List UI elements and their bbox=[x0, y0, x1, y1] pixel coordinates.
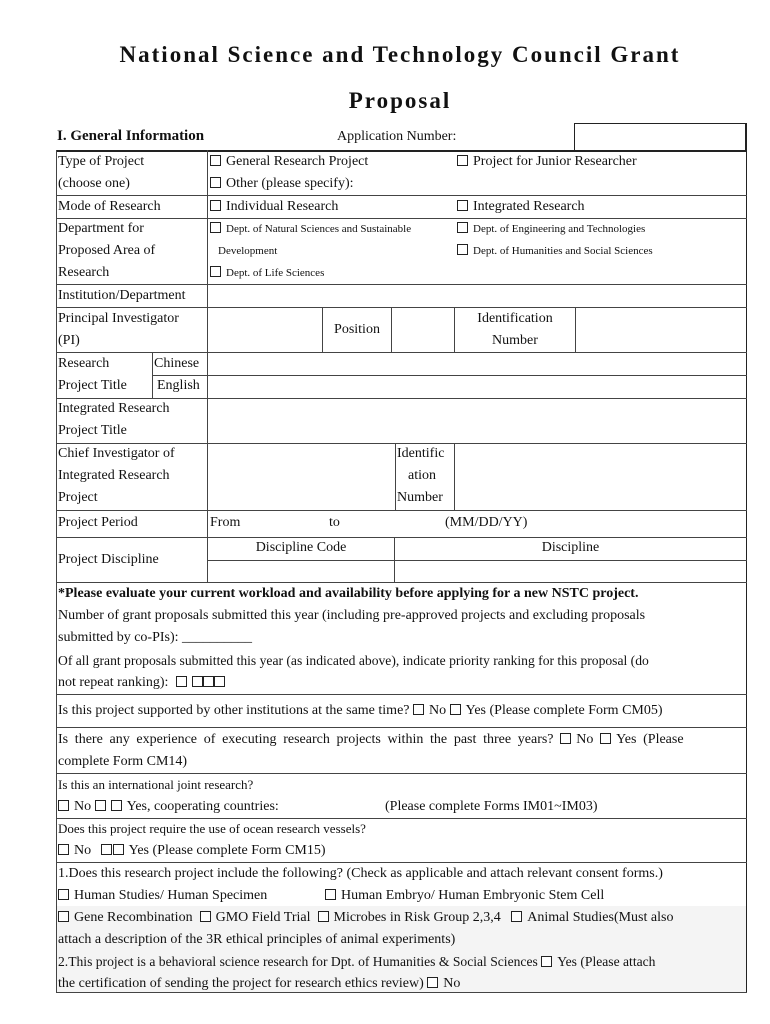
application-number-label: Application Number: bbox=[337, 129, 457, 144]
ranking-box-icon[interactable] bbox=[192, 676, 203, 687]
checkbox-icon[interactable] bbox=[541, 956, 552, 967]
project-discipline-label: Project Discipline bbox=[58, 552, 159, 567]
pi-label-2: (PI) bbox=[58, 333, 80, 348]
checkbox-icon[interactable] bbox=[457, 222, 468, 233]
animal-studies-note: attach a description of the 3R ethical principles of animal experiments) bbox=[58, 932, 456, 947]
checkbox-icon[interactable] bbox=[58, 889, 69, 900]
workload-heading: *Please evaluate your current workload and availability before applying for a new NSTC project. bbox=[58, 586, 639, 601]
department-label-2: Proposed Area of bbox=[58, 243, 156, 258]
form-title-line-2: Proposal bbox=[348, 88, 452, 113]
checkbox-icon[interactable] bbox=[113, 844, 124, 855]
experience-question-cont: complete Form CM14) bbox=[58, 754, 188, 769]
option-label: Dept. of Engineering and Technologies bbox=[473, 223, 646, 235]
position-field[interactable] bbox=[393, 309, 453, 351]
option-label: General Research Project bbox=[226, 154, 369, 169]
period-from-label: From bbox=[210, 515, 241, 530]
checkbox-icon[interactable] bbox=[210, 266, 221, 277]
question-text: the certification of sending the project for research ethics review) bbox=[58, 976, 424, 991]
checkbox-icon[interactable] bbox=[511, 911, 522, 922]
type-of-project-label: Type of Project bbox=[58, 154, 145, 169]
pi-name-field[interactable] bbox=[209, 309, 321, 351]
international-note: (Please complete Forms IM01~IM03) bbox=[385, 799, 598, 814]
research-title-label-2: Project Title bbox=[58, 378, 127, 393]
question-text: 2.This project is a behavioral science research for Dpt. of Humanities & Social Sciences bbox=[58, 954, 538, 969]
institution-field[interactable] bbox=[209, 286, 745, 306]
ranking-box-icon[interactable] bbox=[203, 676, 214, 687]
section-heading: I. General Information bbox=[57, 128, 205, 144]
form-title: National Science and Technology Council Grant bbox=[119, 42, 681, 67]
workload-line-4 bbox=[58, 672, 230, 694]
english-title-field[interactable] bbox=[209, 377, 745, 397]
chinese-title-field[interactable] bbox=[209, 354, 745, 374]
option-no: No bbox=[576, 732, 594, 747]
question-text: Is this project supported by other institutions at the same time? bbox=[58, 703, 410, 718]
english-label: English bbox=[157, 378, 200, 393]
chief-identification-field[interactable] bbox=[456, 445, 745, 509]
checkbox-icon[interactable] bbox=[413, 704, 424, 715]
international-question: Is this an international joint research? bbox=[58, 777, 254, 792]
option-label: Project for Junior Researcher bbox=[473, 154, 637, 169]
chief-investigator-label-3: Project bbox=[58, 490, 98, 505]
checkbox-icon[interactable] bbox=[111, 800, 122, 811]
checkbox-icon[interactable] bbox=[457, 244, 468, 255]
option-integrated-research[interactable] bbox=[457, 196, 585, 218]
integrated-title-field[interactable] bbox=[209, 400, 745, 442]
workload-line-1: Number of grant proposals submitted this year (including pre-approved projects and excluding proposals bbox=[58, 608, 646, 623]
option-no: No bbox=[429, 703, 447, 718]
international-options bbox=[58, 796, 279, 818]
option-dept-life-sciences[interactable] bbox=[210, 262, 324, 284]
option-label: Dept. of Life Sciences bbox=[226, 267, 325, 279]
pi-identification-field[interactable] bbox=[577, 309, 745, 351]
option-label: Other (please specify): bbox=[226, 176, 354, 191]
institution-label: Institution/Department bbox=[58, 288, 186, 303]
checkbox-icon[interactable] bbox=[58, 911, 69, 922]
discipline-code-field[interactable] bbox=[209, 562, 393, 581]
checkbox-icon[interactable] bbox=[457, 200, 468, 211]
integrated-title-label: Integrated Research bbox=[58, 401, 170, 416]
question-text: Is there any experience of executing research projects within the past three years? bbox=[58, 732, 554, 747]
option-gmo-field-trial: GMO Field Trial bbox=[215, 910, 311, 925]
other-support-question bbox=[58, 700, 663, 722]
option-dept-natural-sciences-cont: Development bbox=[218, 245, 278, 257]
checkbox-icon[interactable] bbox=[325, 889, 336, 900]
option-general-research[interactable] bbox=[210, 151, 368, 173]
checkbox-icon[interactable] bbox=[457, 155, 468, 166]
chief-identification-label-3: Number bbox=[397, 490, 443, 505]
option-animal-studies: Animal Studies(Must also bbox=[527, 910, 674, 925]
option-dept-engineering[interactable] bbox=[457, 218, 645, 240]
checkbox-icon[interactable] bbox=[210, 155, 221, 166]
department-label-3: Research bbox=[58, 265, 110, 280]
option-label: Integrated Research bbox=[473, 199, 585, 214]
checkbox-icon[interactable] bbox=[210, 200, 221, 211]
vessels-options bbox=[58, 840, 326, 862]
consent-question: 1.Does this research project include the following? (Check as applicable and attach relevant consent forms.) bbox=[58, 866, 663, 881]
chief-identification-label-2: ation bbox=[408, 468, 436, 483]
option-gene-recombination: Gene Recombination bbox=[74, 910, 193, 925]
option-no: No bbox=[443, 976, 461, 991]
option-yes: Yes, cooperating countries: bbox=[126, 799, 279, 814]
project-period-label: Project Period bbox=[58, 515, 138, 530]
option-dept-natural-sciences[interactable] bbox=[210, 218, 411, 240]
option-label: Individual Research bbox=[226, 199, 339, 214]
checkbox-icon[interactable] bbox=[450, 704, 461, 715]
option-other[interactable] bbox=[210, 173, 354, 195]
option-individual-research[interactable] bbox=[210, 196, 338, 218]
vessels-question: Does this project require the use of ocean research vessels? bbox=[58, 821, 366, 836]
option-label: Human Studies/ Human Specimen bbox=[74, 888, 268, 903]
option-label: Dept. of Humanities and Social Sciences bbox=[473, 245, 653, 257]
behavioral-question bbox=[58, 951, 655, 973]
option-human-studies[interactable] bbox=[58, 885, 267, 907]
discipline-field[interactable] bbox=[396, 562, 745, 581]
date-format-hint: (MM/DD/YY) bbox=[445, 515, 528, 530]
chief-investigator-label-2: Integrated Research bbox=[58, 468, 170, 483]
pi-label: Principal Investigator bbox=[58, 311, 179, 326]
option-no: No bbox=[74, 843, 92, 858]
checkbox-icon[interactable] bbox=[318, 911, 329, 922]
checkbox-icon[interactable] bbox=[58, 800, 69, 811]
option-yes: Yes (Please complete Form CM05) bbox=[465, 703, 663, 718]
checkbox-icon[interactable] bbox=[600, 733, 611, 744]
department-label: Department for bbox=[58, 221, 144, 236]
workload-line-3: Of all grant proposals submitted this year (as indicated above), indicate priority ranking for this proposal (do bbox=[58, 653, 649, 668]
option-no: No bbox=[74, 799, 92, 814]
application-number-field[interactable] bbox=[574, 123, 746, 150]
checkbox-icon[interactable] bbox=[101, 844, 112, 855]
position-label: Position bbox=[334, 322, 380, 337]
ranking-box-icon[interactable] bbox=[176, 676, 187, 687]
checkbox-icon[interactable] bbox=[560, 733, 571, 744]
checkbox-icon[interactable] bbox=[210, 222, 221, 233]
experience-question bbox=[58, 729, 684, 751]
checkbox-icon[interactable] bbox=[427, 977, 438, 988]
ranking-box-icon[interactable] bbox=[214, 676, 225, 687]
option-yes: Yes (Please bbox=[616, 732, 684, 747]
pi-identification-label: Identification bbox=[477, 311, 553, 326]
chief-investigator-field[interactable] bbox=[209, 445, 394, 509]
workload-line-2: submitted by co-PIs): __________ bbox=[58, 630, 253, 645]
research-title-label: Research bbox=[58, 356, 110, 371]
option-yes: Yes (Please complete Form CM15) bbox=[128, 843, 326, 858]
checkbox-icon[interactable] bbox=[200, 911, 211, 922]
consent-row-2 bbox=[58, 907, 673, 929]
option-human-embryo[interactable] bbox=[325, 885, 604, 907]
discipline-code-header: Discipline Code bbox=[255, 540, 347, 555]
option-label: Human Embryo/ Human Embryonic Stem Cell bbox=[341, 888, 605, 903]
chinese-label: Chinese bbox=[154, 356, 200, 371]
option-dept-humanities[interactable] bbox=[457, 240, 653, 262]
option-microbes: Microbes in Risk Group 2,3,4 bbox=[333, 910, 501, 925]
type-of-project-sublabel: (choose one) bbox=[58, 176, 130, 191]
ranking-label: not repeat ranking): bbox=[58, 675, 169, 690]
checkbox-icon[interactable] bbox=[210, 177, 221, 188]
integrated-title-label-2: Project Title bbox=[58, 423, 127, 438]
discipline-header: Discipline bbox=[541, 540, 600, 555]
option-yes: Yes (Please attach bbox=[557, 954, 656, 969]
period-to-label: to bbox=[329, 515, 340, 530]
chief-identification-label: Identific bbox=[397, 446, 445, 461]
pi-identification-label-2: Number bbox=[492, 333, 538, 348]
mode-of-research-label: Mode of Research bbox=[58, 199, 161, 214]
date-format: MM/DD/YY bbox=[449, 515, 523, 530]
option-label: Dept. of Natural Sciences and Sustainable bbox=[226, 223, 412, 235]
checkbox-icon[interactable] bbox=[58, 844, 69, 855]
chief-investigator-label: Chief Investigator of bbox=[58, 446, 175, 461]
behavioral-question-cont bbox=[58, 973, 460, 995]
option-junior-researcher[interactable] bbox=[457, 151, 637, 173]
checkbox-icon[interactable] bbox=[95, 800, 106, 811]
